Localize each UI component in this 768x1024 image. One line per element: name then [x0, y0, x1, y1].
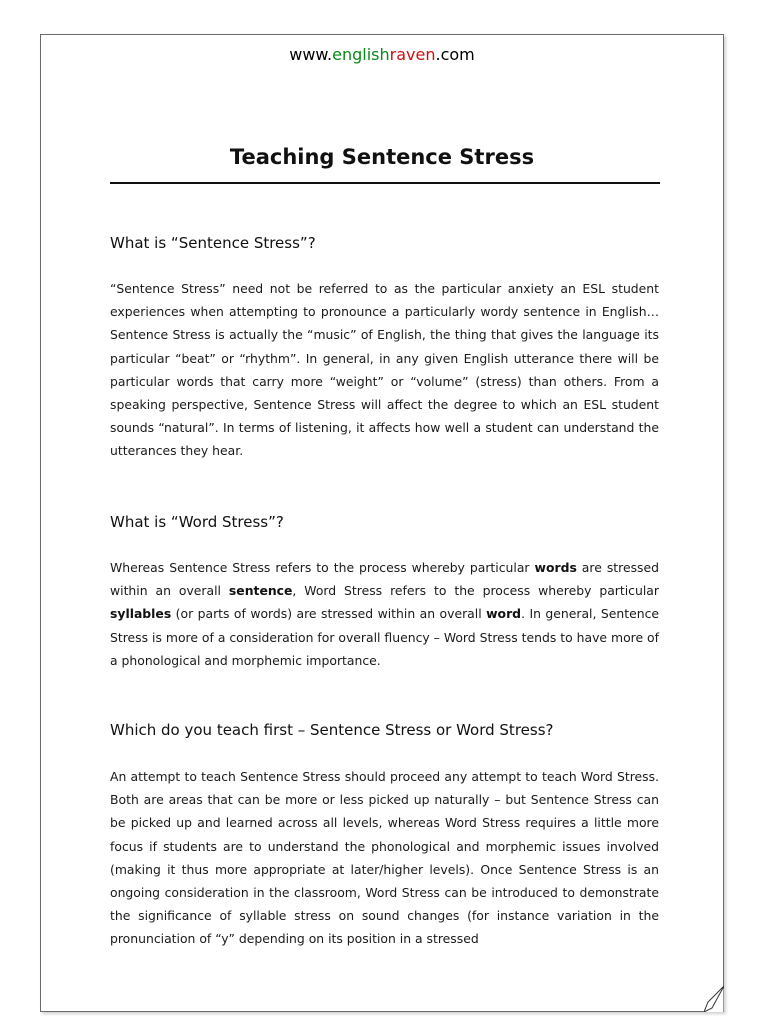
section-heading-sentence-stress: What is “Sentence Stress”? [110, 234, 316, 252]
paragraph-text: (or parts of words) are stressed within an overall [171, 606, 487, 622]
section-heading-teach-first: Which do you teach first – Sentence Stress or Word Stress? [110, 721, 554, 739]
url-red-part: raven [389, 45, 436, 64]
bold-term-syllables: syllables [110, 606, 172, 622]
paragraph-text: are stressed within an overall [110, 560, 659, 599]
page-title: Teaching Sentence Stress [229, 145, 535, 169]
url-prefix: www. [289, 45, 333, 64]
page-curl-icon [704, 986, 724, 1012]
section-paragraph-word-stress [110, 556, 659, 672]
bold-term-sentence: sentence [228, 583, 293, 599]
document-page [40, 34, 724, 1012]
paragraph-text: Whereas Sentence Stress refers to the process whereby particular [110, 560, 535, 575]
url-green-part: english [332, 45, 390, 64]
section-paragraph-teach-first: An attempt to teach Sentence Stress should proceed any attempt to teach Word Stress. Both are areas that can be more or less picked up naturally – but Sentence Stress can be picked up and learned across all levels, whereas Word Stress requires a little more focus if students are to understand the phonological and morphemic issues involved (making it thus more appropriate at later/higher levels). Once Sentence Stress is an ongoing consideration in the classroom, Word Stress can be introduced to demonstrate the significance of syllable stress on sound changes (for instance variation in the pronunciation of “y” depending on its position in a stressed [110, 769, 659, 947]
bold-term-word: word [486, 606, 522, 622]
paragraph-text: , Word Stress refers to the process whereby particular [292, 583, 659, 599]
title-underline-rule [110, 182, 660, 184]
section-paragraph-sentence-stress: “Sentence Stress” need not be referred to as the particular anxiety an ESL student experiences when attempting to pronounce a particularly wordy sentence in English… Sentence Stress is actually the “music” of English, the thing that gives the language its particular “beat” or “rhythm”. In general, in any given English utterance there will be particular words that carry more “weight” or “volume” (stress) than others. From a speaking perspective, Sentence Stress will affect the degree to which an ESL student sounds “natural”. In terms of listening, it affects how well a student can understand the utterances they hear. [110, 281, 659, 459]
bold-term-words: words [534, 560, 577, 575]
url-suffix: .com [435, 45, 475, 64]
paragraph-text: . In general, Sentence Stress is more of a consideration for overall fluency – Word Stress tends to have more of a phonological and morphemic importance. [110, 606, 660, 668]
section-heading-word-stress: What is “Word Stress”? [110, 513, 284, 531]
site-url[interactable] [41, 45, 723, 64]
